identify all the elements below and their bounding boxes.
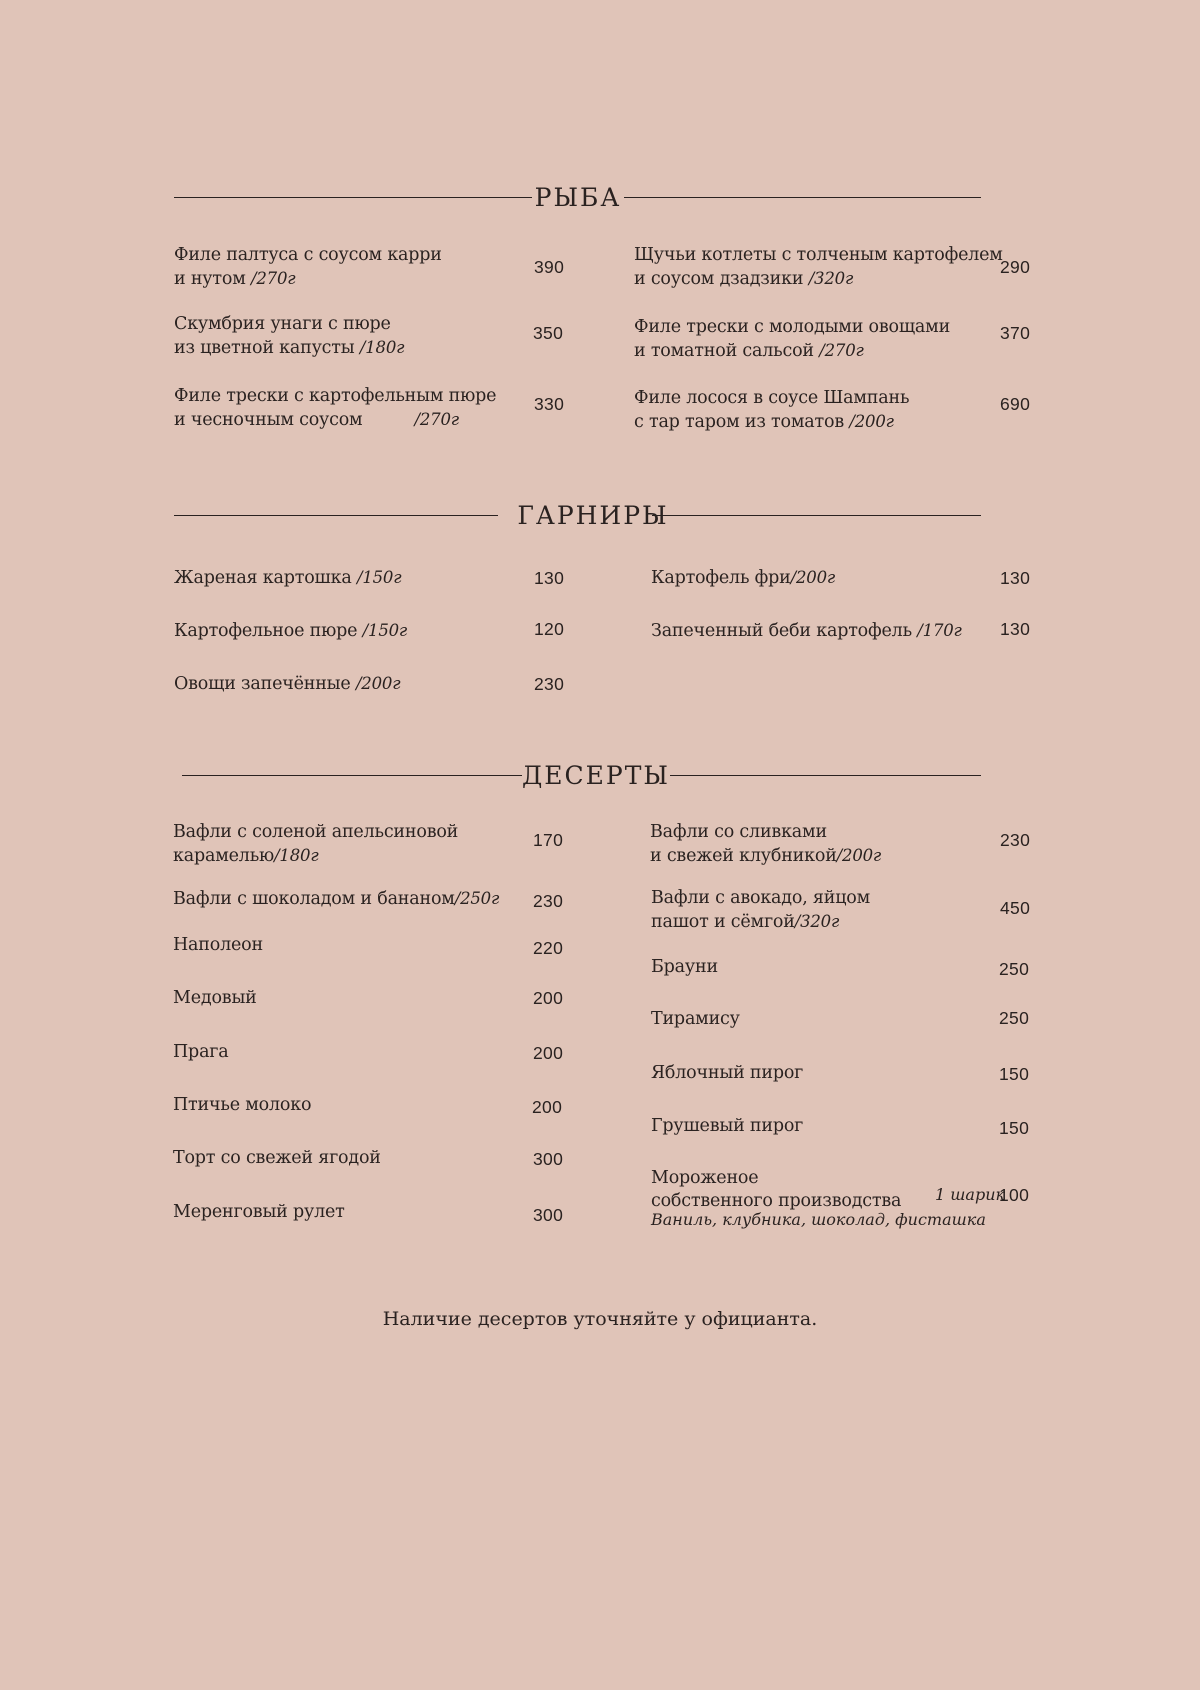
item-flavors: Ваниль, клубника, шоколад, фисташка <box>651 1210 986 1229</box>
menu-item <box>651 1167 901 1213</box>
item-price: 230 <box>534 674 565 694</box>
item-name: из цветной капусты <box>174 338 355 358</box>
menu-item <box>651 566 835 590</box>
item-price: 370 <box>1000 323 1031 343</box>
item-weight: /200г <box>849 412 894 431</box>
item-name: Филе лосося в соусе Шампань <box>634 388 910 408</box>
item-name: Меренговый рулет <box>173 1202 345 1222</box>
menu-item <box>174 313 404 360</box>
item-name: Овощи запечённые <box>174 674 351 694</box>
item-name: Тирамису <box>651 1009 740 1029</box>
menu-item <box>173 1147 381 1170</box>
menu-item <box>651 1115 803 1138</box>
item-price: 150 <box>999 1064 1030 1084</box>
section-header-desserts <box>0 756 1200 796</box>
footer-note: Наличие десертов уточняйте у официанта. <box>382 1308 818 1330</box>
section-title-desserts: ДЕСЕРТЫ <box>521 761 671 790</box>
item-price: 300 <box>533 1205 564 1225</box>
item-price: 170 <box>533 830 564 850</box>
item-name: Мороженое <box>651 1168 759 1188</box>
item-name: и свежей клубникой <box>650 846 837 866</box>
item-price: 130 <box>534 568 565 588</box>
menu-item <box>650 821 881 868</box>
item-weight: /150г <box>356 568 402 587</box>
menu-item <box>173 1041 229 1064</box>
menu-item <box>174 619 407 643</box>
item-name: Прага <box>173 1042 229 1062</box>
divider-line <box>670 775 981 776</box>
item-weight: /180г <box>274 846 319 865</box>
item-price: 450 <box>1000 898 1031 918</box>
item-weight: /270г <box>251 269 296 288</box>
item-name: Филе трески с картофельным пюре <box>174 386 497 406</box>
item-weight: /250г <box>454 889 500 908</box>
item-price: 200 <box>533 1043 564 1063</box>
item-weight: /180г <box>359 338 405 357</box>
item-portion: 1 шарик <box>935 1185 1006 1204</box>
menu-item <box>651 1008 740 1031</box>
item-name: Вафли со сливками <box>650 822 827 842</box>
item-price: 120 <box>534 619 565 639</box>
item-weight: /270г <box>414 410 459 429</box>
item-name: Запеченный беби картофель <box>651 621 912 641</box>
item-name: Птичье молоко <box>173 1095 312 1115</box>
item-price: 130 <box>1000 619 1031 639</box>
item-price: 300 <box>533 1149 564 1169</box>
menu-item <box>634 244 1003 291</box>
item-name: Медовый <box>173 988 257 1008</box>
item-price: 250 <box>999 1008 1030 1028</box>
item-price: 130 <box>1000 568 1031 588</box>
item-weight: /170г <box>917 621 962 640</box>
item-name: Наполеон <box>173 935 263 955</box>
item-weight: /320г <box>808 269 854 288</box>
item-price: 230 <box>1000 830 1031 850</box>
menu-item <box>651 887 870 934</box>
item-name: и чесночным соусом <box>174 410 363 430</box>
menu-item <box>173 821 458 868</box>
menu-item <box>174 244 442 291</box>
item-price: 390 <box>534 257 565 277</box>
item-weight: /270г <box>819 341 864 360</box>
divider-line <box>624 197 981 198</box>
item-name: Яблочный пирог <box>651 1063 804 1083</box>
menu-item <box>173 934 263 957</box>
item-name: Вафли с соленой апельсиновой <box>173 822 459 842</box>
menu-item <box>651 1062 803 1085</box>
menu-item <box>634 387 909 434</box>
menu-item <box>651 619 962 643</box>
item-price: 290 <box>1000 257 1031 277</box>
menu-item <box>173 1201 345 1224</box>
menu-item <box>634 316 950 363</box>
item-price: 100 <box>999 1185 1030 1205</box>
item-weight: /200г <box>836 846 882 865</box>
item-name: карамелью <box>173 846 275 866</box>
item-weight: /200г <box>355 674 401 693</box>
item-price: 200 <box>533 988 564 1008</box>
item-price: 220 <box>533 938 564 958</box>
item-weight: /200г <box>790 568 836 587</box>
menu-item <box>174 385 496 432</box>
item-name: собственного производства <box>651 1191 902 1211</box>
item-name: и соусом дзадзики <box>634 269 804 289</box>
item-name: с тар таром из томатов <box>634 412 844 432</box>
menu-item <box>651 956 718 979</box>
item-name: и нутом <box>174 269 246 289</box>
item-name: и томатной сальсой <box>634 341 814 361</box>
item-name: Филе трески с молодыми овощами <box>634 317 951 337</box>
item-name: Щучьи котлеты с толченым картофелем <box>634 245 1003 265</box>
item-name: Скумбрия унаги с пюре <box>174 314 391 334</box>
item-price: 150 <box>999 1118 1030 1138</box>
item-price: 690 <box>1000 394 1031 414</box>
item-name: Филе палтуса с соусом карри <box>174 245 442 265</box>
item-name: Картофель фри <box>651 568 791 588</box>
section-title-fish: РЫБА <box>534 183 622 212</box>
divider-line <box>652 515 981 516</box>
item-price: 250 <box>999 959 1030 979</box>
menu-item <box>173 1094 311 1117</box>
menu-item <box>174 566 401 590</box>
section-header-sides <box>0 496 1200 536</box>
item-price: 230 <box>533 891 564 911</box>
item-name: Грушевый пирог <box>651 1116 804 1136</box>
menu-item <box>173 887 499 911</box>
item-name: Жареная картошка <box>174 568 352 588</box>
item-name: Картофельное пюре <box>174 621 358 641</box>
section-title-sides: ГАРНИРЫ <box>517 501 669 530</box>
item-price: 200 <box>532 1097 563 1117</box>
item-weight: /320г <box>794 912 840 931</box>
item-name: Вафли с авокадо, яйцом <box>651 888 871 908</box>
item-weight: /150г <box>362 621 408 640</box>
menu-item <box>174 672 400 696</box>
section-header-fish <box>0 178 1200 218</box>
item-price: 330 <box>534 394 565 414</box>
item-name: Вафли с шоколадом и бананом <box>173 889 455 909</box>
item-name: пашот и сёмгой <box>651 912 795 932</box>
menu-item <box>173 987 257 1010</box>
item-name: Торт со свежей ягодой <box>173 1148 381 1168</box>
item-name: Брауни <box>651 957 718 977</box>
item-price: 350 <box>533 323 564 343</box>
